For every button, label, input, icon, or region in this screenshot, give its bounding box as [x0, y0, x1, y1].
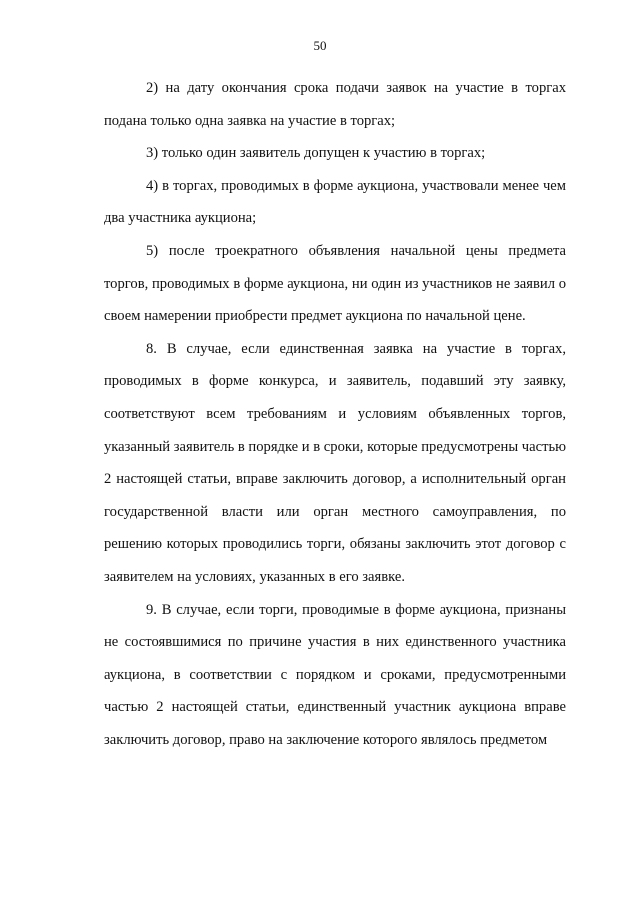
paragraph-item-2: 2) на дату окончания срока подачи заявок на участие в торгах подана только одна заявка на участие в торгах; — [104, 80, 566, 129]
paragraph-item-3: 3) только один заявитель допущен к участию в торгах; — [146, 145, 486, 162]
document-body — [104, 72, 566, 756]
page-number: 50 — [313, 38, 327, 53]
paragraph-item-5: 5) после троекратного объявления начальной цены предмета торгов, проводимых в форме аукциона, ни один из участников не заявил о своем намерении приобрести предмет аукциона по начальной цене. — [104, 242, 566, 325]
paragraph-section-9: 9. В случае, если торги, проводимые в форме аукциона, признаны не состоявшимися по причине участия в них единственного участника аукциона, в соответствии с порядком и сроками, предусмотренными частью 2 настоящей статьи, единственный участник аукциона вправе заключить договор, право на заключение которого являлось предметом — [104, 601, 566, 748]
paragraph-item-4: 4) в торгах, проводимых в форме аукциона, участвовали менее чем два участника аукциона; — [104, 177, 566, 227]
paragraph-section-8: 8. В случае, если единственная заявка на участие в торгах, проводимых в форме конкурса, и заявитель, подавший эту заявку, соответствуют всем требованиям и условиям объявленных торгов, указанный заявитель в порядке и в сроки, которые предусмотрены частью 2 настоящей статьи, вправе заключить договор, а исполнительный орган государственной власти или орган местного самоуправления, по решению которых проводились торги, обязаны заключить этот договор с заявителем на условиях, указанных в его заявке. — [104, 340, 566, 585]
